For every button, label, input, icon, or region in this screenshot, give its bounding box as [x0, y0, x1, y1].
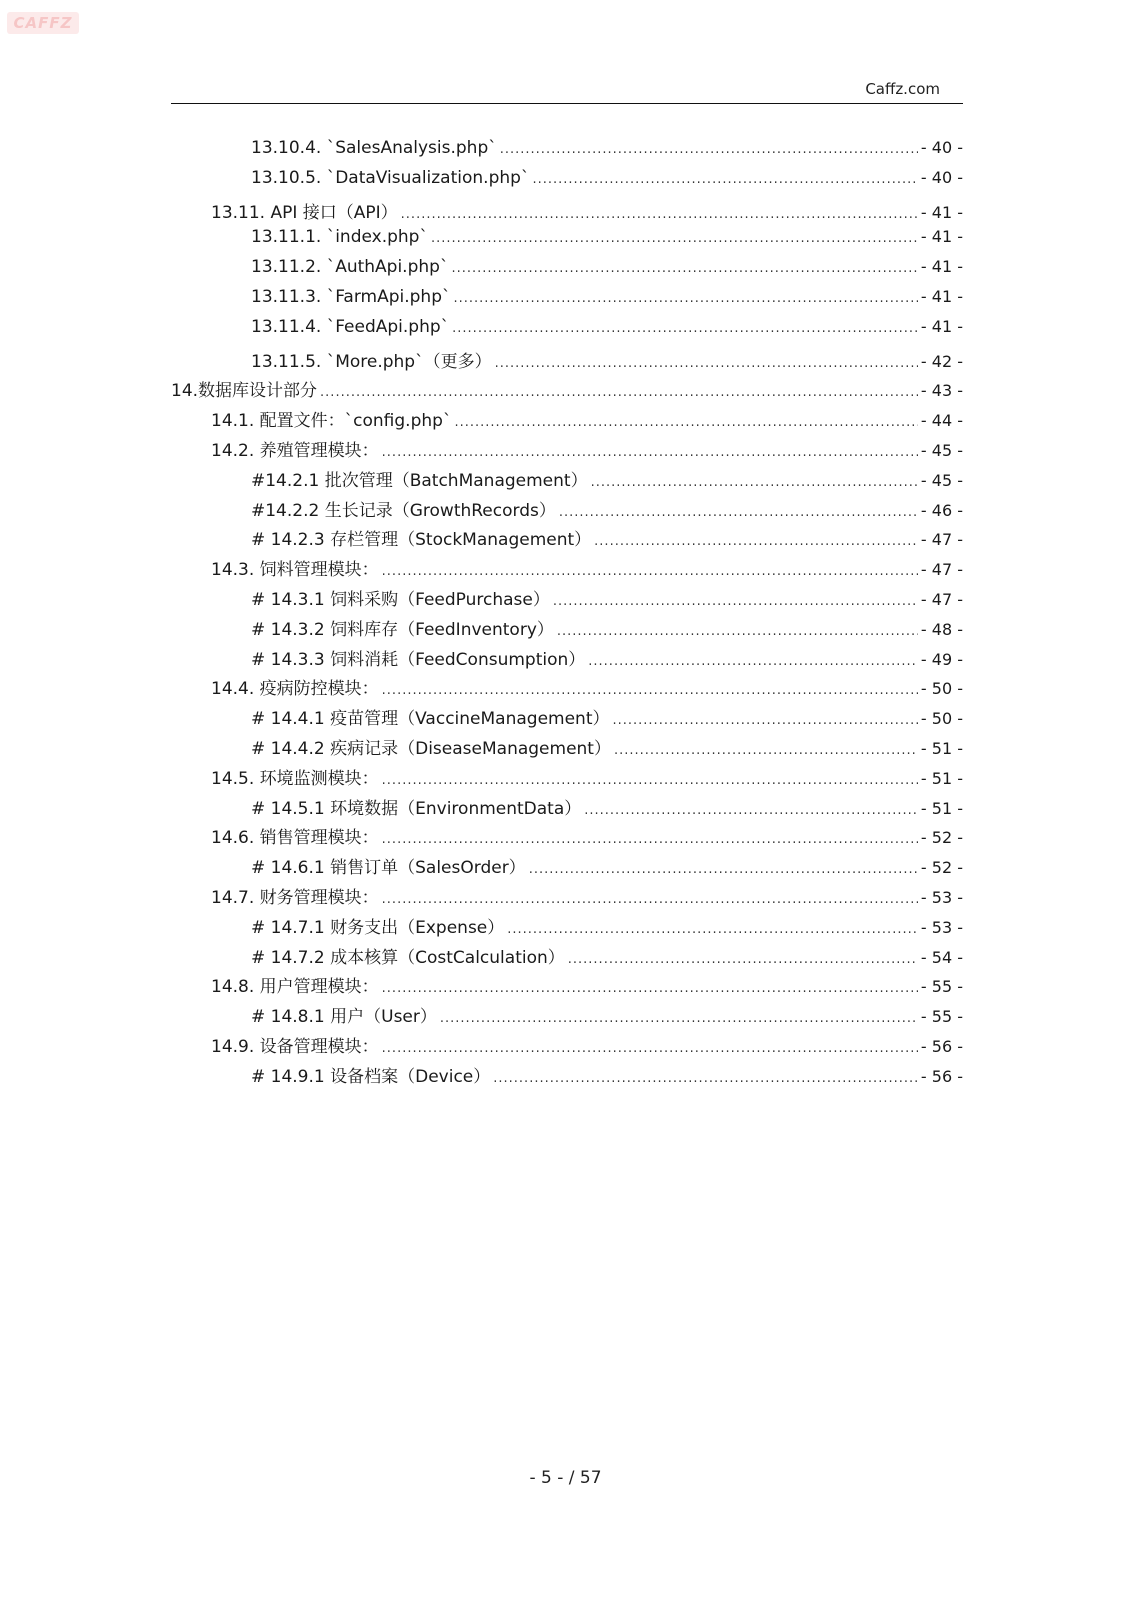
- toc-entry[interactable]: [171, 555, 963, 585]
- toc-entry-title[interactable]: 14.5. 环境监测模块：: [211, 768, 379, 789]
- toc-entry-page-number[interactable]: - 41 -: [920, 316, 963, 336]
- toc-dot-leader: [493, 1071, 918, 1086]
- toc-entry-page-number[interactable]: - 53 -: [920, 887, 963, 907]
- toc-entry-title[interactable]: 13.11.2. `AuthApi.php`: [251, 257, 449, 278]
- toc-entry-title[interactable]: # 14.7.1 财务支出（Expense）: [251, 917, 505, 938]
- toc-entry-page-number[interactable]: - 46 -: [920, 500, 963, 520]
- toc-entry-page-number[interactable]: - 55 -: [920, 977, 963, 997]
- toc-entry[interactable]: [171, 198, 963, 228]
- toc-dot-leader: [557, 624, 918, 639]
- toc-entry-page-number[interactable]: - 42 -: [920, 351, 963, 371]
- toc-dot-leader: [401, 207, 918, 222]
- toc-dot-leader: [529, 862, 918, 877]
- toc-entry-page-number[interactable]: - 41 -: [920, 257, 963, 277]
- toc-entry-page-number[interactable]: - 51 -: [920, 798, 963, 818]
- toc-entry-title[interactable]: # 14.5.1 环境数据（EnvironmentData）: [251, 798, 582, 819]
- toc-entry-title[interactable]: 14.4. 疫病防控模块：: [211, 679, 379, 700]
- toc-entry[interactable]: [171, 317, 963, 347]
- toc-entry-title[interactable]: 14.2. 养殖管理模块：: [211, 440, 379, 461]
- toc-entry-page-number[interactable]: - 50 -: [920, 709, 963, 729]
- toc-entry-title[interactable]: 14.3. 饲料管理模块：: [211, 560, 379, 581]
- toc-entry-title[interactable]: 14.数据库设计部分: [171, 381, 318, 402]
- toc-entry-title[interactable]: # 14.6.1 销售订单（SalesOrder）: [251, 858, 526, 879]
- toc-entry-page-number[interactable]: - 41 -: [920, 202, 963, 222]
- toc-dot-leader: [613, 713, 918, 728]
- toc-entry-page-number[interactable]: - 52 -: [920, 858, 963, 878]
- toc-entry-page-number[interactable]: - 56 -: [920, 1036, 963, 1056]
- toc-entry[interactable]: [171, 794, 963, 824]
- toc-entry-title[interactable]: 14.9. 设备管理模块：: [211, 1036, 379, 1057]
- toc-entry[interactable]: [171, 347, 963, 377]
- toc-entry-title[interactable]: 13.11.5. `More.php`（更多）: [251, 351, 492, 372]
- toc-entry-page-number[interactable]: - 51 -: [920, 768, 963, 788]
- toc-entry-title[interactable]: # 14.4.1 疫苗管理（VaccineManagement）: [251, 709, 610, 730]
- toc-dot-leader: [382, 892, 918, 907]
- toc-dot-leader: [431, 231, 918, 246]
- watermark-text: CAFFZ: [13, 14, 73, 32]
- toc-entry-page-number[interactable]: - 45 -: [920, 440, 963, 460]
- toc-entry-page-number[interactable]: - 40 -: [920, 138, 963, 157]
- toc-entry-title[interactable]: # 14.8.1 用户（User）: [251, 1007, 437, 1028]
- toc-entry[interactable]: [171, 615, 963, 645]
- toc-entry-page-number[interactable]: - 45 -: [920, 470, 963, 490]
- toc-entry-title[interactable]: 13.11.4. `FeedApi.php`: [251, 316, 450, 337]
- toc-entry-title[interactable]: 14.1. 配置文件：`config.php`: [211, 411, 452, 432]
- toc-entry-title[interactable]: #14.2.1 批次管理（BatchManagement）: [251, 470, 588, 491]
- toc-entry[interactable]: [171, 466, 963, 496]
- toc-entry-page-number[interactable]: - 41 -: [920, 286, 963, 306]
- toc-entry-title[interactable]: # 14.3.2 饲料库存（FeedInventory）: [251, 619, 554, 640]
- toc-dot-leader: [591, 475, 918, 490]
- toc-entry-page-number[interactable]: - 52 -: [920, 828, 963, 848]
- toc-dot-leader: [594, 534, 918, 549]
- toc-entry[interactable]: [171, 913, 963, 943]
- toc-entry-page-number[interactable]: - 54 -: [920, 947, 963, 967]
- toc-entry-page-number[interactable]: - 47 -: [920, 530, 963, 550]
- toc-entry-page-number[interactable]: - 53 -: [920, 917, 963, 937]
- toc-entry[interactable]: [171, 138, 963, 168]
- toc-dot-leader: [451, 261, 917, 276]
- toc-entry-page-number[interactable]: - 48 -: [920, 619, 963, 639]
- toc-entry[interactable]: [171, 704, 963, 734]
- toc-entry-title[interactable]: 14.8. 用户管理模块：: [211, 977, 379, 998]
- toc-entry-title[interactable]: # 14.9.1 设备档案（Device）: [251, 1066, 491, 1087]
- toc-entry[interactable]: [171, 1062, 963, 1092]
- toc-dot-leader: [553, 594, 918, 609]
- toc-entry-page-number[interactable]: - 41 -: [920, 227, 963, 247]
- toc-dot-leader: [320, 385, 918, 400]
- toc-entry-page-number[interactable]: - 56 -: [920, 1066, 963, 1086]
- toc-dot-leader: [382, 981, 918, 996]
- toc-entry[interactable]: [171, 883, 963, 913]
- toc-dot-leader: [382, 832, 918, 847]
- toc-entry[interactable]: [171, 585, 963, 615]
- toc-dot-leader: [500, 142, 918, 157]
- page-number-footer: - 5 - / 57: [529, 1468, 602, 1488]
- toc-entry-page-number[interactable]: - 55 -: [920, 1007, 963, 1027]
- toc-entry[interactable]: [171, 943, 963, 973]
- toc-dot-leader: [584, 803, 918, 818]
- toc-entry-title[interactable]: 13.10.4. `SalesAnalysis.php`: [251, 138, 497, 158]
- toc-entry[interactable]: [171, 823, 963, 853]
- toc-entry[interactable]: [171, 1002, 963, 1032]
- toc-dot-leader: [382, 773, 918, 788]
- header-divider: [171, 103, 963, 104]
- toc-entry-page-number[interactable]: - 49 -: [920, 649, 963, 669]
- toc-entry-page-number[interactable]: - 40 -: [920, 167, 963, 187]
- toc-entry[interactable]: [171, 972, 963, 1002]
- toc-entry-page-number[interactable]: - 43 -: [920, 381, 963, 401]
- toc-dot-leader: [559, 505, 918, 520]
- header-site-name: Caffz.com: [865, 80, 940, 98]
- toc-entry[interactable]: [171, 764, 963, 794]
- toc-entry-title[interactable]: # 14.4.2 疾病记录（DiseaseManagement）: [251, 738, 611, 759]
- toc-entry-title[interactable]: 13.11.1. `index.php`: [251, 227, 428, 248]
- toc-entry-title[interactable]: 13.11. API 接口（API）: [211, 202, 398, 223]
- toc-entry-page-number[interactable]: - 50 -: [920, 679, 963, 699]
- toc-entry[interactable]: [171, 645, 963, 675]
- toc-entry[interactable]: [171, 227, 963, 257]
- toc-entry-title[interactable]: # 14.2.3 存栏管理（StockManagement）: [251, 530, 592, 551]
- toc-entry[interactable]: [171, 674, 963, 704]
- toc-dot-leader: [568, 952, 918, 967]
- toc-dot-leader: [495, 356, 918, 371]
- toc-entry-page-number[interactable]: - 44 -: [920, 411, 963, 431]
- toc-dot-leader: [382, 564, 918, 579]
- toc-dot-leader: [452, 321, 918, 336]
- toc-entry-title[interactable]: 14.6. 销售管理模块：: [211, 828, 379, 849]
- toc-dot-leader: [382, 445, 918, 460]
- caffz-watermark-logo: [7, 12, 79, 34]
- toc-entry[interactable]: [171, 525, 963, 555]
- toc-entry-title[interactable]: # 14.3.3 饲料消耗（FeedConsumption）: [251, 649, 586, 670]
- toc-dot-leader: [382, 683, 918, 698]
- toc-entry-title[interactable]: # 14.3.1 饲料采购（FeedPurchase）: [251, 589, 550, 610]
- toc-dot-leader: [507, 922, 918, 937]
- toc-entry[interactable]: [171, 1032, 963, 1062]
- toc-entry[interactable]: [171, 853, 963, 883]
- toc-entry-page-number[interactable]: - 47 -: [920, 589, 963, 609]
- toc-entry-title[interactable]: # 14.7.2 成本核算（CostCalculation）: [251, 947, 565, 968]
- toc-entry-title[interactable]: 13.10.5. `DataVisualization.php`: [251, 167, 530, 188]
- toc-entry[interactable]: [171, 376, 963, 406]
- toc-entry-title[interactable]: 14.7. 财务管理模块：: [211, 887, 379, 908]
- toc-entry[interactable]: [171, 436, 963, 466]
- toc-entry-page-number[interactable]: - 47 -: [920, 560, 963, 580]
- toc-dot-leader: [588, 654, 918, 669]
- toc-dot-leader: [454, 415, 917, 430]
- toc-entry[interactable]: [171, 496, 963, 526]
- toc-dot-leader: [440, 1011, 918, 1026]
- toc-entry[interactable]: [171, 168, 963, 198]
- toc-dot-leader: [614, 743, 918, 758]
- toc-entry[interactable]: [171, 257, 963, 287]
- toc-entry-title[interactable]: 13.11.3. `FarmApi.php`: [251, 286, 451, 307]
- table-of-contents: [171, 138, 963, 1092]
- toc-dot-leader: [453, 291, 917, 306]
- toc-entry[interactable]: [171, 287, 963, 317]
- toc-entry-title[interactable]: #14.2.2 生长记录（GrowthRecords）: [251, 500, 556, 521]
- toc-entry[interactable]: [171, 734, 963, 764]
- toc-dot-leader: [532, 172, 917, 187]
- toc-dot-leader: [382, 1041, 918, 1056]
- toc-entry-page-number[interactable]: - 51 -: [920, 738, 963, 758]
- toc-entry[interactable]: [171, 406, 963, 436]
